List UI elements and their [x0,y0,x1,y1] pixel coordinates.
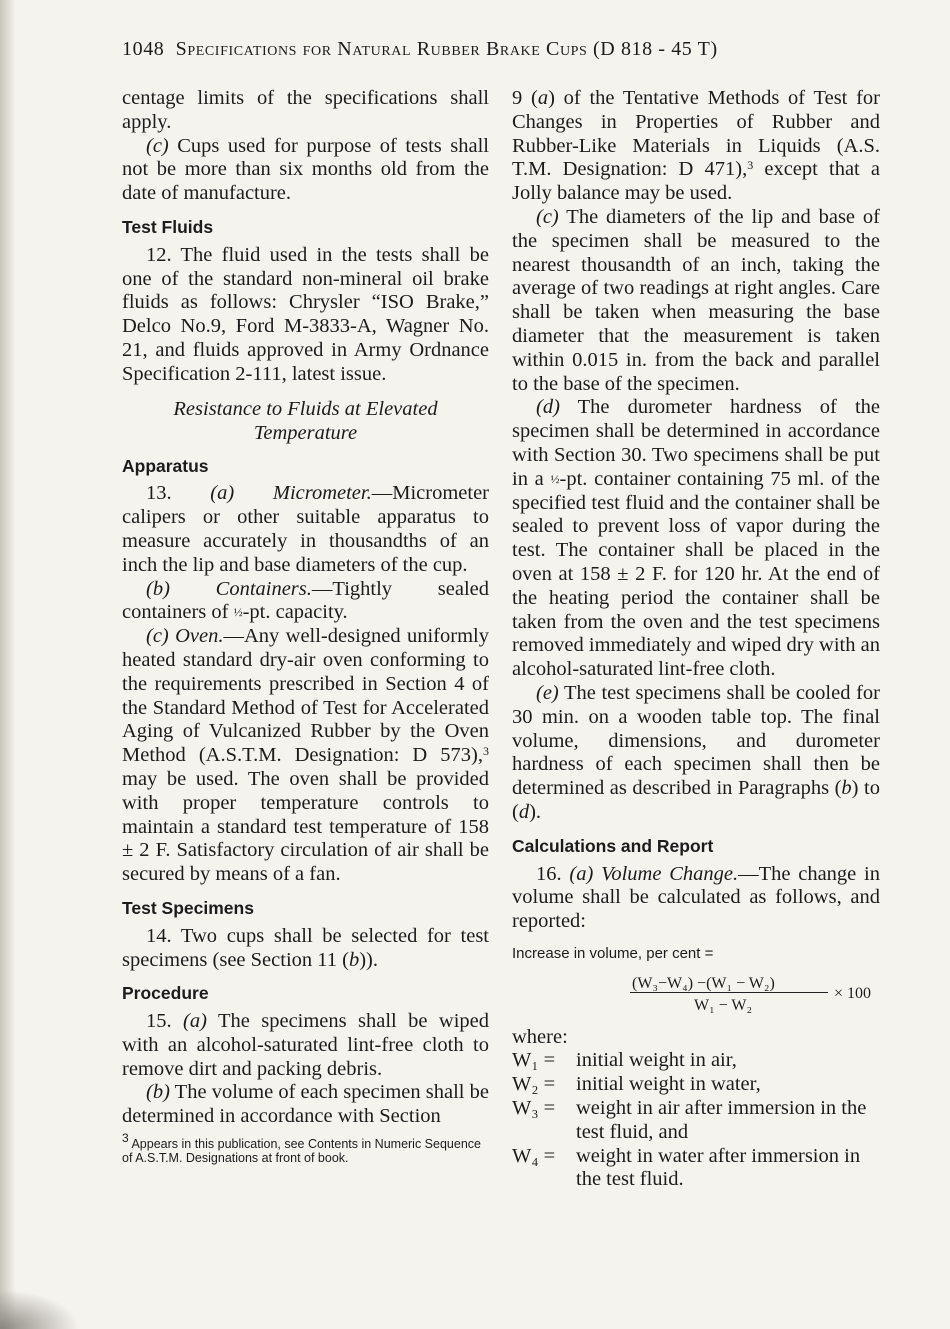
paragraph: (e) The test specimens shall be cooled for 30 min. on a wooden table top. The final volume, dimensions, and durometer hardness of each specimen shall then be determined as described in Paragraphs (b) to (d). [512,681,880,823]
heading-procedure: Procedure [122,983,209,1004]
paragraph: (c) Oven.—Any well-designed uniformly heated standard dry-air oven conforming to the requirements prescribed in Section 4 of the Standard Method of Test for Accelerated Aging of Vulcanized Rubber by the Oven Method (A.S.T.M. Designation: D 573),$^3$ may be used. The oven shall be provided with proper temperature controls to maintain a standard test temperature of 158 ± 2 F. Satisfactory circulation of air shall be secured by means of a fan. [122,625,489,886]
paragraph: 14. Two cups shall be selected for test specimens (see Section 11 (b)). [122,924,489,971]
heading-apparatus: Apparatus [122,455,209,476]
formula-numerator: (W₃−W₄) −(W₁ − W₂) [632,974,775,992]
running-title: Specifications for Natural Rubber Brake Cups [175,38,588,60]
paragraph: (b) The volume of each specimen shall be determined in accordance with Section [122,1081,489,1128]
scan-edge [0,0,16,1329]
scan-corner-shadow [0,1289,80,1329]
paragraph: (c) The diameters of the lip and base of the specimen shall be measured to the nearest thousandth of an inch, taking the average of two readings at right angles. Care shall be taken when measuring the base diameter that the measurement is taken within 0.015 in. from the back and parallel to the base of the specimen. [512,205,880,395]
where-label: where: [512,1025,568,1048]
formula-multiplier: × 100 [834,984,872,1002]
heading-test-specimens: Test Specimens [122,897,254,918]
right-column [512,87,880,1192]
paragraph: 13. (a) Micrometer.—Micrometer calipers or other suitable apparatus to measure accurately in thousandths of an inch the lip and base diameters of the cup. [122,482,489,576]
definition-row: W₂ = initial weight in water, [512,1073,761,1096]
paragraph: centage limits of the specifications shall apply. [122,87,489,133]
running-header [122,38,842,61]
paragraph: 9 (a) of the Tentative Methods of Test for Changes in Properties of Rubber and Rubber-Like Materials in Liquids (A.S. T.M. Designation: D 471),$^3$ except that a Jolly balance may be used. [512,87,881,205]
paragraph: 12. The fluid used in the tests shall be one of the standard non-mineral oil brake fluids as follows: Chrysler “ISO Brake,” Delco No.9, Ford M-3833-A, Wagner No. 21, and fluids approved in Army Ordnance Specification 2-111, latest issue. [122,243,489,385]
definition-row: W₄ = weight in water after immersion in the test fluid. [512,1144,861,1191]
heading-test-fluids: Test Fluids [122,216,214,237]
volume-formula [512,972,880,1018]
section-title: Resistance to Fluids at Elevated Temperature [173,397,438,444]
paragraph: (b) Containers.—Tightly sealed containers of ½-pt. capacity. [122,577,489,624]
definition-list [512,1049,880,1192]
definition-row: W₃ = weight in air after immersion in the test fluid, and [512,1097,867,1143]
footnote: $^3$ Appears in this publication, see Contents in Numeric Sequence of A.S.T.M. Designations at front of book. [122,1131,481,1166]
formula-label: Increase in volume, per cent = [512,944,714,962]
page-number: 1048 [122,38,165,60]
heading-calculations: Calculations and Report [512,835,714,856]
paragraph: (c) Cups used for purpose of tests shall not be more than six months old from the date of manufacture. [122,134,489,205]
formula-denominator: W₁ − W₂ [694,996,753,1014]
left-column [122,87,489,1165]
definition-row: W₁ = initial weight in air, [512,1049,737,1072]
designation: (D 818 - 45 T) [593,38,718,60]
paragraph: (d) The durometer hardness of the specimen shall be determined in accordance with Section 30. Two specimens shall be put in a ½-pt. container containing 75 ml. of the specified test fluid and the container shall be sealed to prevent loss of vapor during the test. The container shall be placed in the oven at 158 ± 2 F. for 120 hr. At the end of the heating period the container shall be taken from the oven and the test specimens removed immediately and wiped dry with an alcohol-saturated lint-free cloth. [512,396,880,681]
paragraph: 16. (a) Volume Change.—The change in volume shall be calculated as follows, and reported: [512,862,880,933]
paragraph: 15. (a) The specimens shall be wiped with an alcohol-saturated lint-free cloth to remove dirt and packing debris. [122,1010,490,1080]
